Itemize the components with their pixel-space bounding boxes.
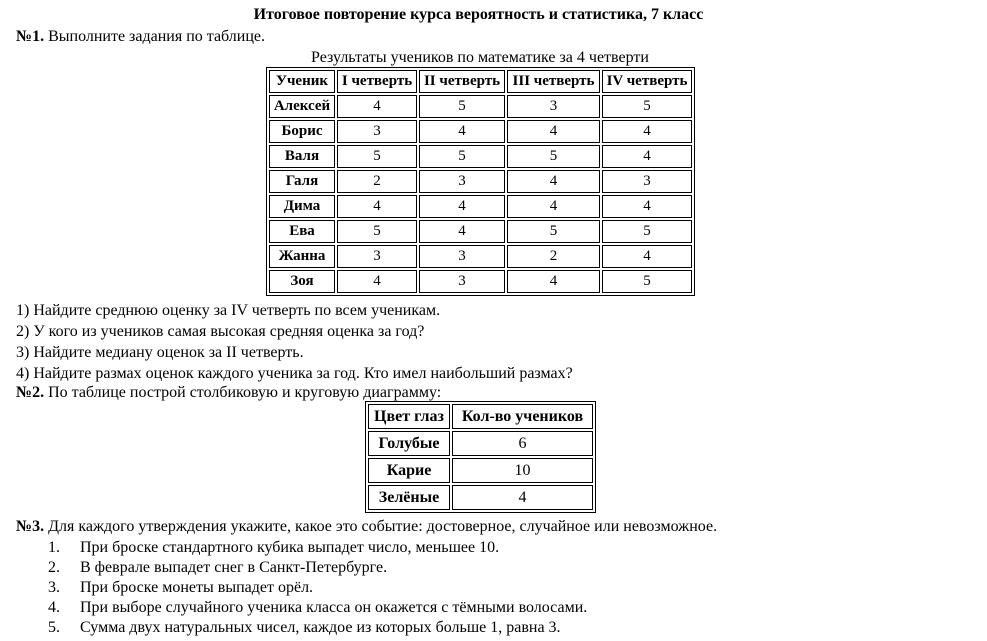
task1-question-4: 4) Найдите размах оценок каждого ученика за год. Кто имел наибольший размах?: [16, 365, 573, 382]
grade-cell: 4: [507, 195, 600, 218]
list-item-number: 5.: [48, 619, 60, 636]
task2-label: №2.: [16, 384, 45, 401]
list-item: [48, 618, 587, 638]
grade-cell: 5: [602, 270, 692, 293]
list-item: [48, 598, 587, 618]
list-item: [48, 538, 587, 558]
grades-table: [266, 67, 695, 296]
grade-cell: 4: [507, 120, 600, 143]
grades-header-q4: IV четверть: [602, 70, 692, 93]
grade-cell: 4: [337, 195, 417, 218]
table-row: [269, 220, 692, 243]
task1-question-3: 3) Найдите медиану оценок за II четверть.: [16, 344, 304, 361]
grade-cell: 3: [419, 245, 505, 268]
grade-cell: 5: [419, 95, 505, 118]
grade-cell: 4: [602, 195, 692, 218]
student-name: Дима: [269, 195, 335, 218]
list-item: [48, 558, 587, 578]
grade-cell: 4: [602, 145, 692, 168]
student-name: Галя: [269, 170, 335, 193]
grade-cell: 4: [602, 245, 692, 268]
grade-cell: 4: [602, 120, 692, 143]
grade-cell: 3: [419, 270, 505, 293]
list-item-number: 4.: [48, 599, 60, 616]
eye-header-color: Цвет глаз: [368, 404, 450, 429]
grade-cell: 5: [507, 145, 600, 168]
grade-cell: 4: [337, 95, 417, 118]
grade-cell: 3: [419, 170, 505, 193]
table-row: [368, 431, 593, 456]
eye-color-name: Голубые: [368, 431, 450, 456]
grade-cell: 5: [337, 220, 417, 243]
grades-table-caption: Результаты учеников по математике за 4 четверти: [311, 49, 649, 66]
grade-cell: 4: [419, 120, 505, 143]
table-row: [269, 245, 692, 268]
table-row: [269, 145, 692, 168]
grades-table-header-row: [269, 70, 692, 93]
eye-color-table: [365, 401, 596, 513]
table-row: [269, 95, 692, 118]
grade-cell: 4: [507, 270, 600, 293]
grade-cell: 5: [602, 95, 692, 118]
grade-cell: 4: [507, 170, 600, 193]
grade-cell: 3: [337, 120, 417, 143]
task3-text: Для каждого утверждения укажите, какое это событие: достоверное, случайное или невозможное.: [44, 518, 718, 535]
grades-header-q2: II четверть: [419, 70, 505, 93]
grade-cell: 2: [337, 170, 417, 193]
table-row: [269, 195, 692, 218]
grade-cell: 4: [419, 220, 505, 243]
task1-question-2: 2) У кого из учеников самая высокая средняя оценка за год?: [16, 323, 425, 340]
list-item: [48, 578, 587, 598]
grade-cell: 3: [337, 245, 417, 268]
list-item-text: При выборе случайного ученика класса он окажется с тёмными волосами.: [80, 599, 588, 616]
grade-cell: 3: [507, 95, 600, 118]
eye-color-count: 6: [452, 431, 593, 456]
grade-cell: 3: [602, 170, 692, 193]
grade-cell: 5: [507, 220, 600, 243]
list-item-number: 1.: [48, 539, 60, 556]
grades-header-q1: I четверть: [337, 70, 417, 93]
student-name: Борис: [269, 120, 335, 143]
table-row: [269, 270, 692, 293]
task1-question-1: 1) Найдите среднюю оценку за IV четверть по всем ученикам.: [16, 302, 441, 319]
task3-list: [48, 538, 587, 638]
grade-cell: 5: [602, 220, 692, 243]
grade-cell: 2: [507, 245, 600, 268]
task2-heading: [16, 383, 441, 403]
eye-color-count: 10: [452, 458, 593, 483]
grades-header-student: Ученик: [269, 70, 335, 93]
student-name: Валя: [269, 145, 335, 168]
list-item-text: При броске стандартного кубика выпадет число, меньшее 10.: [80, 539, 500, 556]
list-item-text: В феврале выпадет снег в Санкт-Петербурге.: [80, 559, 388, 576]
eye-color-name: Карие: [368, 458, 450, 483]
grade-cell: 4: [337, 270, 417, 293]
student-name: Ева: [269, 220, 335, 243]
table-row: [269, 170, 692, 193]
student-name: Алексей: [269, 95, 335, 118]
grade-cell: 5: [337, 145, 417, 168]
eye-table-header-row: [368, 404, 593, 429]
student-name: Жанна: [269, 245, 335, 268]
grade-cell: 4: [419, 195, 505, 218]
page-title: Итоговое повторение курса вероятность и статистика, 7 класс: [253, 6, 704, 23]
list-item-number: 3.: [48, 579, 60, 596]
task1-text: Выполните задания по таблице.: [44, 28, 266, 45]
task1-label: №1.: [16, 28, 45, 45]
grades-header-q3: III четверть: [507, 70, 600, 93]
task3-heading: [16, 517, 717, 537]
table-row: [269, 120, 692, 143]
task2-text: По таблице построй столбиковую и круговую диаграмму:: [44, 384, 442, 401]
list-item-text: При броске монеты выпадет орёл.: [80, 579, 314, 596]
list-item-text: Сумма двух натуральных чисел, каждое из которых больше 1, равна 3.: [80, 619, 561, 636]
task1-heading: [16, 27, 265, 47]
student-name: Зоя: [269, 270, 335, 293]
grade-cell: 5: [419, 145, 505, 168]
table-row: [368, 458, 593, 483]
task3-label: №3.: [16, 518, 45, 535]
list-item-number: 2.: [48, 559, 60, 576]
eye-header-count: Кол-во учеников: [452, 404, 593, 429]
eye-color-count: 4: [452, 485, 593, 510]
table-row: [368, 485, 593, 510]
eye-color-name: Зелёные: [368, 485, 450, 510]
